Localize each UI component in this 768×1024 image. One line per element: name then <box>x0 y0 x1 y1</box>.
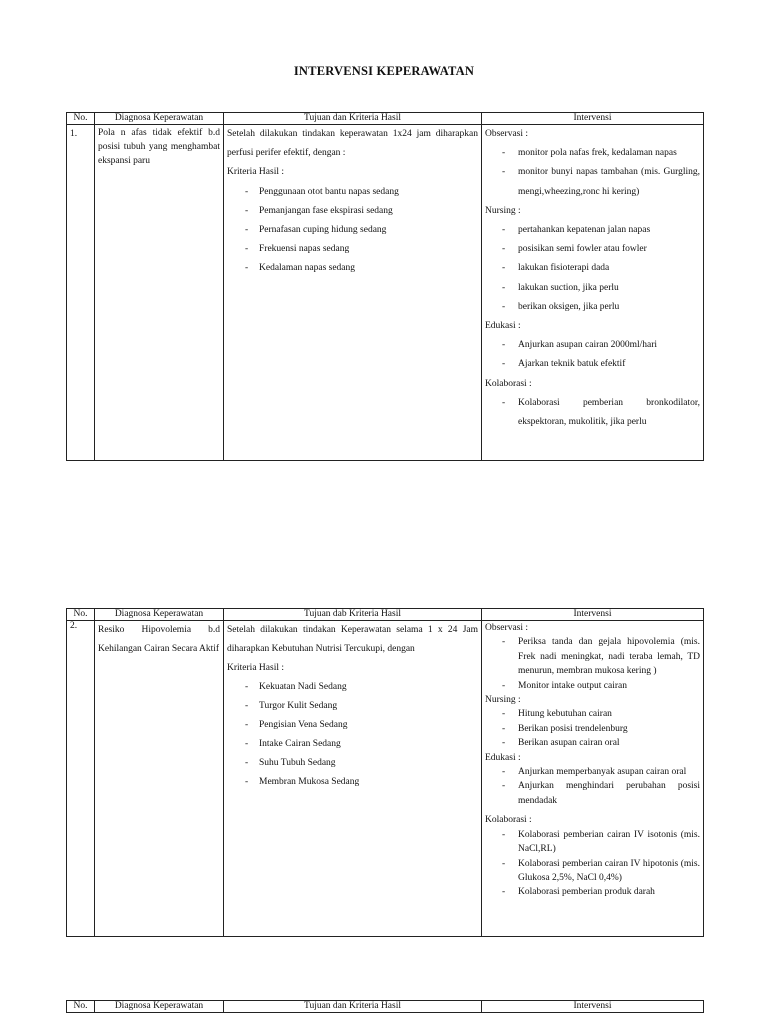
list-item: - Kolaborasi pemberian produk darah <box>485 885 700 899</box>
list-item: - Kolaborasi pemberian cairan IV isotonis (mis. NaCl,RL) <box>485 828 700 857</box>
list-item: - Anjurkan memperbanyak asupan cairan oral <box>485 765 700 779</box>
list-item: - Anjurkan menghindari perubahan posisi mendadak <box>485 779 700 808</box>
list-item: - Intake Cairan Sedang <box>227 735 478 754</box>
diagnosa-cell <box>95 125 224 461</box>
list-item: - Membran Mukosa Sedang <box>227 773 478 792</box>
table-header-row <box>67 609 704 621</box>
list-item: - Pengisian Vena Sedang <box>227 716 478 735</box>
nursing-list <box>485 707 700 750</box>
header-intervensi: Intervensi <box>482 113 704 125</box>
header-intervensi: Intervensi <box>482 609 704 621</box>
care-plan-table-2 <box>66 608 704 937</box>
list-item: - Turgor Kulit Sedang <box>227 697 478 716</box>
nursing-list <box>485 221 700 317</box>
list-item: - Kolaborasi pemberian cairan IV hipotonis (mis. Glukosa 2,5%, NaCl 0,4%) <box>485 857 700 886</box>
observasi-label: Observasi : <box>485 623 529 633</box>
list-item: - monitor pola nafas frek, kedalaman napas <box>485 144 700 163</box>
header-tujuan: Tujuan dan Kriteria Hasil <box>224 113 482 125</box>
diagnosa-text: Pola n afas tidak efektif b.d posisi tubuh yang menghambat ekspansi paru <box>98 128 220 166</box>
list-item: - berikan oksigen, jika perlu <box>485 298 700 317</box>
table-header-row <box>67 113 704 125</box>
care-plan-table-1 <box>66 112 704 461</box>
list-item: - Berikan posisi trendelenburg <box>485 722 700 736</box>
edukasi-list <box>485 336 700 374</box>
list-item: - Penggunaan otot bantu napas sedang <box>227 183 478 202</box>
observasi-list <box>485 144 700 202</box>
tujuan-text: Setelah dilakukan tindakan Keperawatan selama 1 x 24 Jam diharapkan Kebutuhan Nutrisi Tercukupi, dengan <box>227 625 478 654</box>
list-item: - lakukan fisioterapi dada <box>485 259 700 278</box>
list-item: - Kolaborasi pemberian bronkodilator, ekspektoran, mukolitik, jika perlu <box>485 394 700 432</box>
header-diagnosa: Diagnosa Keperawatan <box>95 113 224 125</box>
kolaborasi-list <box>485 828 700 900</box>
intervensi-cell <box>482 621 704 937</box>
list-item: - Ajarkan teknik batuk efektif <box>485 355 700 374</box>
table-row <box>67 125 704 461</box>
list-item: - Monitor intake output cairan <box>485 679 700 693</box>
list-item: - Frekuensi napas sedang <box>227 240 478 259</box>
list-item: - monitor bunyi napas tambahan (mis. Gurgling, mengi,wheezing,ronc hi kering) <box>485 163 700 201</box>
header-tujuan: Tujuan dab Kriteria Hasil <box>224 609 482 621</box>
list-item: - Kekuatan Nadi Sedang <box>227 678 478 697</box>
list-item: - Periksa tanda dan gejala hipovolemia (mis. Frek nadi meningkat, nadi teraba lemah, TD menurun, membran mukosa kering ) <box>485 635 700 678</box>
list-item: - Berikan asupan cairan oral <box>485 736 700 750</box>
diagnosa-text: Resiko Hipovolemia b.d Kehilangan Cairan Secara Aktif <box>98 625 220 654</box>
header-no: No. <box>67 1001 95 1013</box>
edukasi-list <box>485 765 700 808</box>
header-intervensi: Intervensi <box>482 1001 704 1013</box>
list-item: - Kedalaman napas sedang <box>227 259 478 278</box>
header-no: No. <box>67 609 95 621</box>
kolaborasi-label: Kolaborasi : <box>485 378 532 389</box>
table-row <box>67 621 704 937</box>
nursing-label: Nursing : <box>485 205 521 216</box>
kriteria-label: Kriteria Hasil : <box>227 663 284 673</box>
list-item: - Anjurkan asupan cairan 2000ml/hari <box>485 336 700 355</box>
diagnosa-cell <box>95 621 224 937</box>
observasi-label: Observasi : <box>485 129 529 139</box>
care-plan-table-3 <box>66 1000 704 1013</box>
header-tujuan: Tujuan dan Kriteria Hasil <box>224 1001 482 1013</box>
tujuan-text: Setelah dilakukan tindakan keperawatan 1x24 jam diharapkan perfusi perifer efektif, dengan : <box>227 129 478 159</box>
list-item: - lakukan suction, jika perlu <box>485 279 700 298</box>
header-diagnosa: Diagnosa Keperawatan <box>95 1001 224 1013</box>
intervensi-cell <box>482 125 704 461</box>
tujuan-cell <box>224 125 482 461</box>
tujuan-cell <box>224 621 482 937</box>
header-no: No. <box>67 113 95 125</box>
list-item: - Hitung kebutuhan cairan <box>485 707 700 721</box>
edukasi-label: Edukasi : <box>485 752 521 763</box>
row-number: 2. <box>67 621 95 937</box>
nursing-label: Nursing : <box>485 695 521 706</box>
row-number: 1. <box>67 125 95 461</box>
page-title: INTERVENSI KEPERAWATAN <box>293 64 475 78</box>
list-item: - posisikan semi fowler atau fowler <box>485 240 700 259</box>
kriteria-label: Kriteria Hasil : <box>227 167 284 178</box>
table-header-row <box>67 1001 704 1013</box>
list-item: - Suhu Tubuh Sedang <box>227 754 478 773</box>
list-item: - pertahankan kepatenan jalan napas <box>485 221 700 240</box>
kolaborasi-list <box>485 394 700 432</box>
kriteria-list <box>227 678 478 792</box>
edukasi-label: Edukasi : <box>485 321 521 332</box>
observasi-list <box>485 635 700 693</box>
list-item: - Pernafasan cuping hidung sedang <box>227 221 478 240</box>
kriteria-list <box>227 183 478 279</box>
kolaborasi-label: Kolaborasi : <box>485 815 532 826</box>
list-item: - Pemanjangan fase ekspirasi sedang <box>227 202 478 221</box>
header-diagnosa: Diagnosa Keperawatan <box>95 609 224 621</box>
